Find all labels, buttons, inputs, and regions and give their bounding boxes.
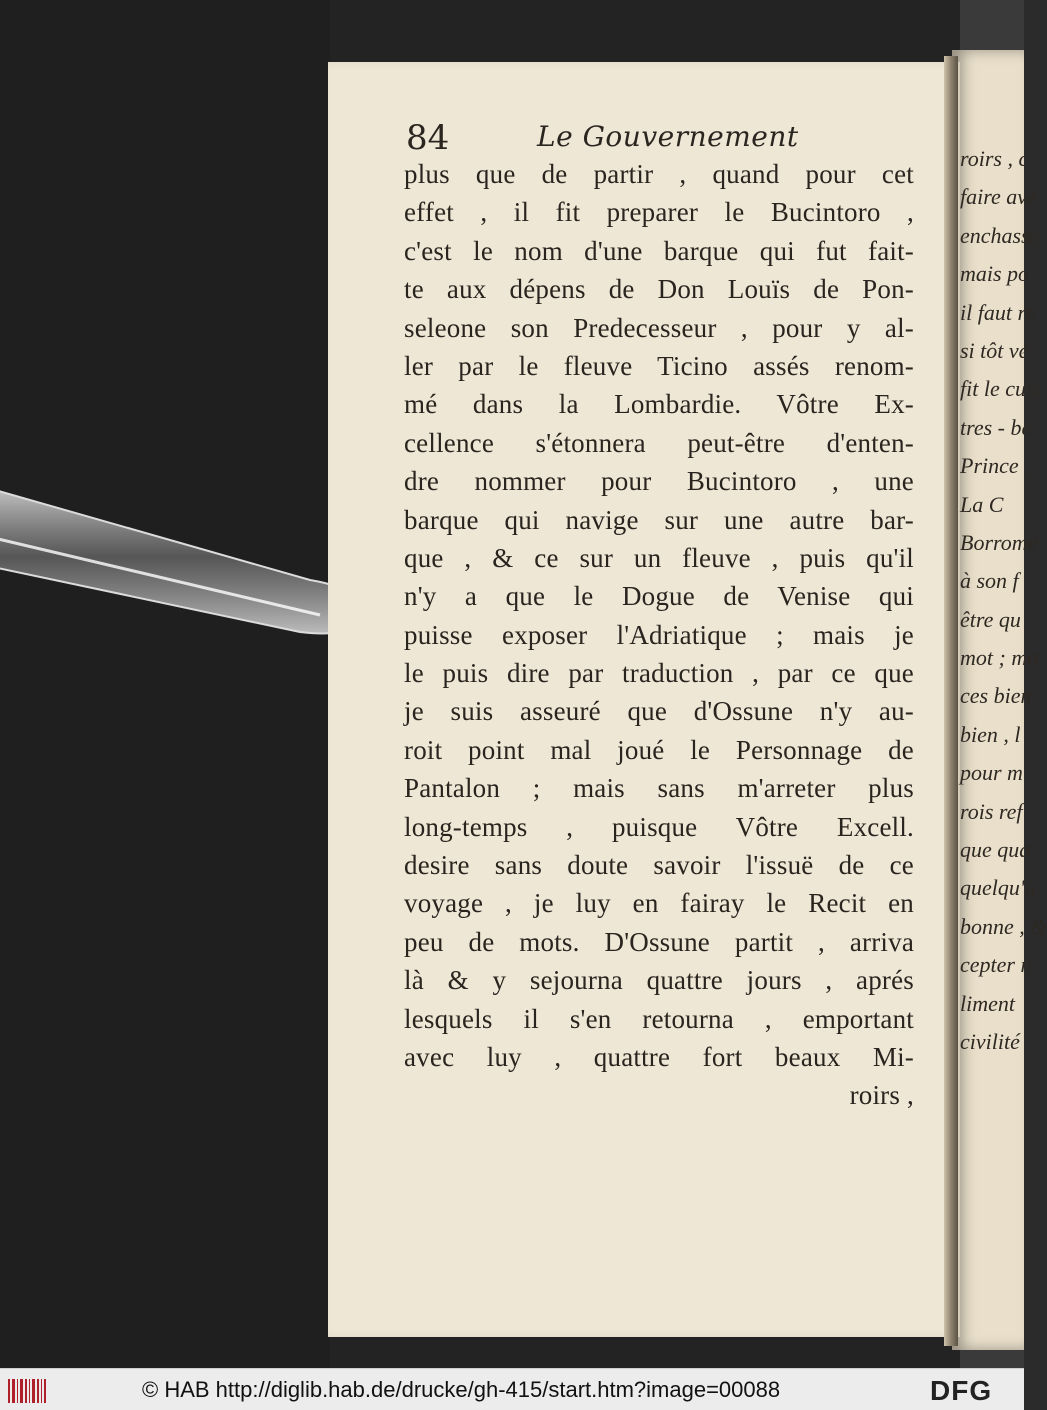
dfg-logo: DFG bbox=[930, 1375, 993, 1406]
text-line: mé dans la Lombardie. Vôtre Ex- bbox=[404, 389, 914, 420]
facing-text-line: mais po bbox=[960, 261, 1030, 287]
book-gutter bbox=[944, 56, 958, 1346]
text-line: barque qui navige sur une autre bar- bbox=[404, 504, 914, 535]
facing-text-line: il faut re bbox=[960, 299, 1035, 325]
facing-text-line: fit le curi bbox=[960, 376, 1041, 402]
text-line: roirs , bbox=[849, 1080, 914, 1111]
text-line: seleone son Predecesseur , pour y al- bbox=[404, 312, 914, 343]
facing-text-line: que qua bbox=[960, 837, 1031, 863]
text-line: te aux dépens de Don Louïs de Pon- bbox=[404, 274, 914, 305]
footer-bar bbox=[0, 1368, 1024, 1410]
text-line: dre nommer pour Bucintoro , une bbox=[404, 466, 914, 497]
page-number: 84 bbox=[406, 118, 450, 158]
glass-rod-weight bbox=[0, 520, 380, 640]
facing-text-line: roirs , c bbox=[960, 146, 1029, 171]
facing-text-line: enchassé bbox=[960, 222, 1040, 248]
left-dark-area bbox=[0, 0, 330, 1368]
text-line: là & y sejourna quattre jours , aprés bbox=[404, 965, 914, 996]
text-line: que , & ce sur un fleuve , puis qu'il bbox=[404, 542, 914, 573]
text-line: c'est le nom d'une barque qui fut fait- bbox=[404, 235, 914, 266]
text-line: long-temps , puisque Vôtre Excell. bbox=[404, 811, 914, 842]
facing-text-line: civilité : bbox=[960, 1028, 1033, 1054]
facing-text-line: rois ref bbox=[960, 798, 1023, 824]
facing-text-line: mot ; ma bbox=[960, 645, 1039, 671]
facing-text-line: Borrome bbox=[960, 529, 1038, 555]
text-line: avec luy , quattre fort beaux Mi- bbox=[404, 1041, 914, 1072]
text-line: lesquels il s'en retourna , emportant bbox=[404, 1003, 914, 1034]
text-line: voyage , je luy en fairay le Recit en bbox=[404, 888, 914, 919]
text-line: plus que de partir , quand pour cet bbox=[404, 159, 914, 189]
facing-text-line: tres - be bbox=[960, 414, 1032, 440]
page-text bbox=[404, 155, 914, 1115]
facing-text-line: être qu bbox=[960, 606, 1021, 632]
text-line: Pantalon ; mais sans m'arreter plus bbox=[404, 773, 914, 804]
text-line: n'y a que le Dogue de Venise qui bbox=[404, 581, 914, 612]
running-title: Le Gouvernement bbox=[537, 120, 799, 153]
text-line: ler par le fleuve Ticino assés renom- bbox=[404, 350, 914, 381]
copyright-link[interactable]: © HAB http://diglib.hab.de/drucke/gh-415/start.htm?image=00088 bbox=[142, 1377, 781, 1402]
facing-text-line: pour m bbox=[960, 760, 1023, 786]
text-line: peu de mots. D'Ossune partit , arriva bbox=[404, 926, 914, 957]
facing-text-line: bien , l bbox=[960, 721, 1021, 747]
text-line: le puis dire par traduction , par ce que bbox=[404, 658, 914, 689]
facing-text-line: bonne , & bbox=[960, 913, 1047, 939]
facing-text-line: faire ave bbox=[960, 184, 1037, 210]
facing-text-line: liment bbox=[960, 990, 1015, 1016]
facing-page-text bbox=[960, 140, 1047, 1061]
text-line: desire sans doute savoir l'issuë de ce bbox=[404, 850, 914, 881]
text-line: je suis asseuré que d'Ossune n'y au- bbox=[404, 696, 914, 727]
facing-text-line: Prince , bbox=[960, 453, 1030, 479]
facing-text-line: quelqu'u bbox=[960, 875, 1036, 901]
facing-text-line: à son f bbox=[960, 568, 1019, 594]
facing-text-line: La C bbox=[960, 491, 1004, 517]
hab-barcode-icon bbox=[6, 1377, 48, 1405]
text-line: roit point mal joué le Personnage de bbox=[404, 734, 914, 765]
facing-text-line: ces bien bbox=[960, 683, 1032, 709]
facing-text-line: cepter n bbox=[960, 952, 1032, 978]
text-line: puisse exposer l'Adriatique ; mais je bbox=[404, 619, 914, 650]
text-line: effet , il fit preparer le Bucintoro , bbox=[404, 197, 914, 228]
text-line: cellence s'étonnera peut-être d'enten- bbox=[404, 427, 914, 458]
facing-text-line: si tôt ve bbox=[960, 337, 1029, 363]
